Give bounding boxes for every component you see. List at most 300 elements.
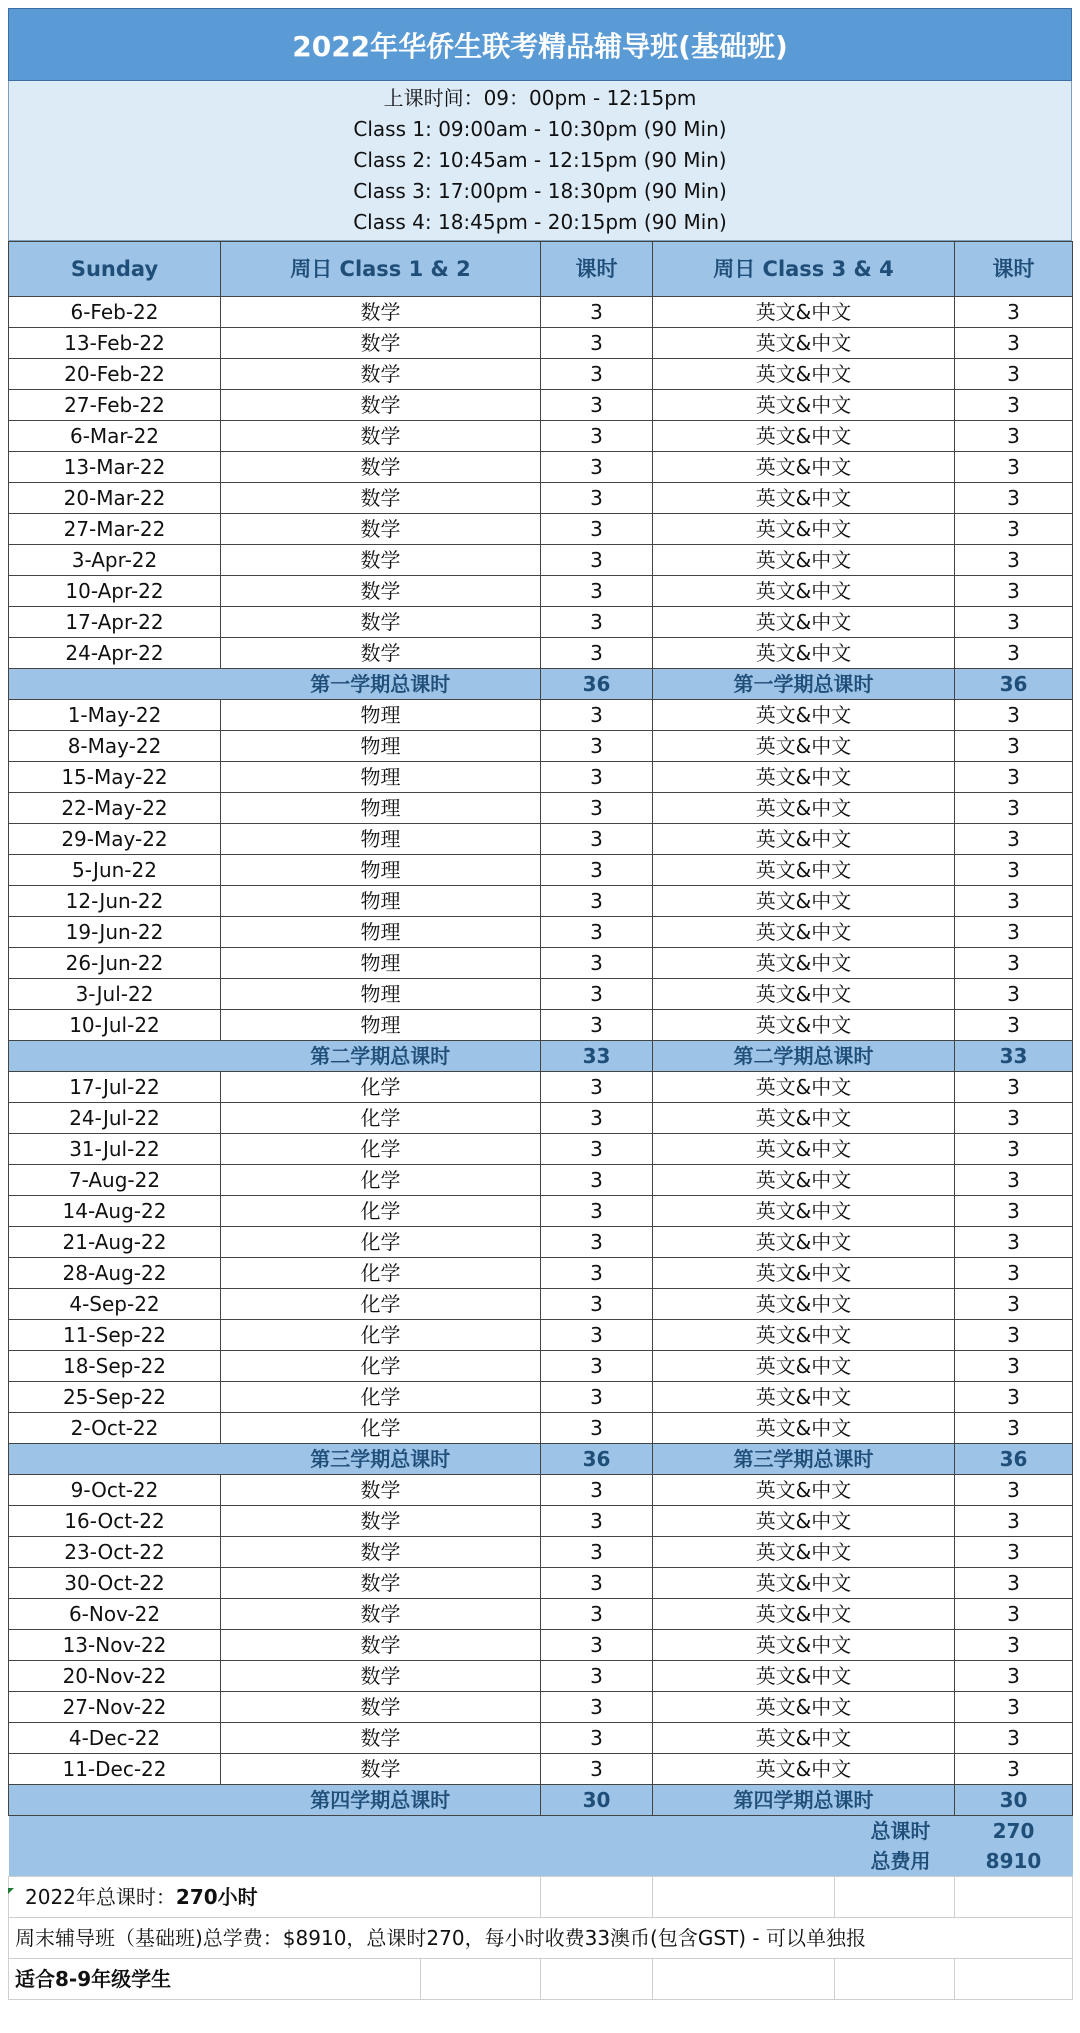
hours-3-4-cell: 3 (955, 1196, 1073, 1227)
hours-3-4-cell: 3 (955, 452, 1073, 483)
date-cell: 10-Jul-22 (9, 1010, 221, 1041)
date-cell: 13-Mar-22 (9, 452, 221, 483)
date-cell: 13-Feb-22 (9, 328, 221, 359)
subject-3-4-cell: 英文&中文 (653, 1289, 955, 1320)
hours-1-2-cell: 3 (541, 1754, 653, 1785)
table-row (9, 793, 1073, 824)
hours-3-4-cell: 3 (955, 1010, 1073, 1041)
hours-3-4-cell: 3 (955, 917, 1073, 948)
header-hours-1-2: 课时 (541, 242, 653, 297)
table-row (9, 1537, 1073, 1568)
total-hours-value: 270 (955, 1816, 1073, 1847)
term-subtotal-row (9, 669, 1073, 700)
date-cell: 29-May-22 (9, 824, 221, 855)
empty-cell (541, 1877, 653, 1918)
class-1-time: Class 1: 09:00am - 10:30pm (90 Min) (353, 117, 727, 141)
date-cell: 18-Sep-22 (9, 1351, 221, 1382)
table-row (9, 979, 1073, 1010)
subject-1-2-cell: 数学 (221, 545, 541, 576)
subject-3-4-cell: 英文&中文 (653, 1537, 955, 1568)
date-cell: 27-Mar-22 (9, 514, 221, 545)
hours-1-2-cell: 3 (541, 1568, 653, 1599)
hours-1-2-cell: 3 (541, 1506, 653, 1537)
subject-1-2-cell: 数学 (221, 576, 541, 607)
date-cell: 27-Nov-22 (9, 1692, 221, 1723)
hours-3-4-cell: 3 (955, 1537, 1073, 1568)
table-row (9, 1289, 1073, 1320)
year-hours-label: 2022年总课时： (25, 1885, 176, 1909)
hours-3-4-cell: 3 (955, 390, 1073, 421)
subject-3-4-cell: 英文&中文 (653, 1413, 955, 1444)
table-row (9, 731, 1073, 762)
hours-3-4-cell: 3 (955, 1072, 1073, 1103)
hours-1-2-cell: 3 (541, 576, 653, 607)
empty-cell (955, 1877, 1073, 1918)
table-row (9, 1010, 1073, 1041)
date-cell: 11-Dec-22 (9, 1754, 221, 1785)
date-cell: 16-Oct-22 (9, 1506, 221, 1537)
hours-3-4-cell: 3 (955, 886, 1073, 917)
hours-1-2-cell: 3 (541, 359, 653, 390)
subject-3-4-cell: 英文&中文 (653, 1227, 955, 1258)
date-cell: 24-Jul-22 (9, 1103, 221, 1134)
hours-3-4-cell: 3 (955, 1506, 1073, 1537)
hours-1-2-cell: 3 (541, 390, 653, 421)
date-cell: 27-Feb-22 (9, 390, 221, 421)
subject-3-4-cell: 英文&中文 (653, 762, 955, 793)
hours-1-2-cell: 3 (541, 1134, 653, 1165)
hours-1-2-cell: 3 (541, 1723, 653, 1754)
table-row (9, 1382, 1073, 1413)
hours-1-2-cell: 3 (541, 1413, 653, 1444)
table-row (9, 1103, 1073, 1134)
table-row (9, 762, 1073, 793)
hours-3-4-cell: 3 (955, 1382, 1073, 1413)
subtotal-hours-3-4: 36 (955, 669, 1073, 700)
subject-3-4-cell: 英文&中文 (653, 1754, 955, 1785)
hours-3-4-cell: 3 (955, 948, 1073, 979)
date-cell: 22-May-22 (9, 793, 221, 824)
subject-1-2-cell: 化学 (221, 1320, 541, 1351)
table-row (9, 359, 1073, 390)
subject-1-2-cell: 化学 (221, 1289, 541, 1320)
term-subtotal-row (9, 1444, 1073, 1475)
subtotal-label-1-2: 第四学期总课时 (221, 1785, 541, 1816)
subject-3-4-cell: 英文&中文 (653, 824, 955, 855)
table-row (9, 824, 1073, 855)
subtotal-label-3-4: 第一学期总课时 (653, 669, 955, 700)
date-cell: 3-Apr-22 (9, 545, 221, 576)
subject-3-4-cell: 英文&中文 (653, 793, 955, 824)
subtotal-label-3-4: 第二学期总课时 (653, 1041, 955, 1072)
subject-1-2-cell: 数学 (221, 390, 541, 421)
date-cell: 2-Oct-22 (9, 1413, 221, 1444)
subject-3-4-cell: 英文&中文 (653, 886, 955, 917)
subject-3-4-cell: 英文&中文 (653, 917, 955, 948)
table-row (9, 1475, 1073, 1506)
subject-1-2-cell: 化学 (221, 1351, 541, 1382)
class-3-time: Class 3: 17:00pm - 18:30pm (90 Min) (353, 179, 727, 203)
subject-1-2-cell: 物理 (221, 979, 541, 1010)
subject-3-4-cell: 英文&中文 (653, 1010, 955, 1041)
hours-1-2-cell: 3 (541, 1103, 653, 1134)
subject-1-2-cell: 数学 (221, 1754, 541, 1785)
subtotal-label-1-2: 第二学期总课时 (221, 1041, 541, 1072)
subject-1-2-cell: 物理 (221, 917, 541, 948)
hours-1-2-cell: 3 (541, 762, 653, 793)
hours-3-4-cell: 3 (955, 1413, 1073, 1444)
table-row (9, 1351, 1073, 1382)
notes-grade-row (9, 1959, 1073, 2000)
hours-1-2-cell: 3 (541, 514, 653, 545)
subject-3-4-cell: 英文&中文 (653, 576, 955, 607)
term-subtotal-row (9, 1041, 1073, 1072)
hours-3-4-cell: 3 (955, 1103, 1073, 1134)
date-cell: 20-Nov-22 (9, 1661, 221, 1692)
subtotal-hours-3-4: 30 (955, 1785, 1073, 1816)
grade-cell (9, 1959, 421, 2000)
hours-1-2-cell: 3 (541, 1661, 653, 1692)
table-row (9, 483, 1073, 514)
table-row (9, 700, 1073, 731)
hours-3-4-cell: 3 (955, 421, 1073, 452)
subject-3-4-cell: 英文&中文 (653, 1165, 955, 1196)
hours-3-4-cell: 3 (955, 545, 1073, 576)
subject-1-2-cell: 物理 (221, 793, 541, 824)
date-cell: 6-Nov-22 (9, 1599, 221, 1630)
notes-fee-row (9, 1918, 1073, 1959)
table-row (9, 948, 1073, 979)
hours-1-2-cell: 3 (541, 1630, 653, 1661)
subject-3-4-cell: 英文&中文 (653, 514, 955, 545)
subject-3-4-cell: 英文&中文 (653, 700, 955, 731)
subject-3-4-cell: 英文&中文 (653, 545, 955, 576)
hours-1-2-cell: 3 (541, 731, 653, 762)
subject-1-2-cell: 物理 (221, 731, 541, 762)
term-subtotal-row (9, 1785, 1073, 1816)
table-row (9, 1723, 1073, 1754)
subject-1-2-cell: 物理 (221, 762, 541, 793)
hours-1-2-cell: 3 (541, 452, 653, 483)
date-cell: 28-Aug-22 (9, 1258, 221, 1289)
subject-1-2-cell: 数学 (221, 328, 541, 359)
hours-3-4-cell: 3 (955, 1754, 1073, 1785)
schedule-body (9, 297, 1073, 1816)
subject-3-4-cell: 英文&中文 (653, 452, 955, 483)
hours-3-4-cell: 3 (955, 762, 1073, 793)
total-hours-row (9, 1816, 1073, 1847)
table-row (9, 421, 1073, 452)
hours-3-4-cell: 3 (955, 1227, 1073, 1258)
subtotal-label-1-2: 第三学期总课时 (221, 1444, 541, 1475)
table-row (9, 452, 1073, 483)
date-cell: 9-Oct-22 (9, 1475, 221, 1506)
hours-1-2-cell: 3 (541, 545, 653, 576)
hours-1-2-cell: 3 (541, 1537, 653, 1568)
hours-1-2-cell: 3 (541, 421, 653, 452)
hours-1-2-cell: 3 (541, 1382, 653, 1413)
hours-1-2-cell: 3 (541, 1227, 653, 1258)
date-cell: 10-Apr-22 (9, 576, 221, 607)
subject-3-4-cell: 英文&中文 (653, 1134, 955, 1165)
hours-1-2-cell: 3 (541, 1351, 653, 1382)
table-row (9, 607, 1073, 638)
subject-3-4-cell: 英文&中文 (653, 390, 955, 421)
year-hours-value: 270小时 (175, 1885, 258, 1909)
subject-1-2-cell: 数学 (221, 297, 541, 328)
subject-1-2-cell: 化学 (221, 1413, 541, 1444)
date-cell: 11-Sep-22 (9, 1320, 221, 1351)
subject-1-2-cell: 数学 (221, 638, 541, 669)
subject-1-2-cell: 数学 (221, 1537, 541, 1568)
table-row (9, 1134, 1073, 1165)
table-row (9, 576, 1073, 607)
table-row (9, 1754, 1073, 1785)
hours-3-4-cell: 3 (955, 1258, 1073, 1289)
hours-1-2-cell: 3 (541, 1289, 653, 1320)
subject-3-4-cell: 英文&中文 (653, 1382, 955, 1413)
subject-3-4-cell: 英文&中文 (653, 1630, 955, 1661)
date-cell: 6-Feb-22 (9, 297, 221, 328)
hours-3-4-cell: 3 (955, 607, 1073, 638)
subject-1-2-cell: 物理 (221, 700, 541, 731)
date-cell: 15-May-22 (9, 762, 221, 793)
class-time-summary: 上课时间：09：00pm - 12:15pm (383, 86, 697, 110)
date-cell: 20-Feb-22 (9, 359, 221, 390)
subtotal-blank-cell (9, 669, 221, 700)
date-cell: 31-Jul-22 (9, 1134, 221, 1165)
header-date: Sunday (9, 242, 221, 297)
hours-1-2-cell: 3 (541, 1599, 653, 1630)
subject-1-2-cell: 数学 (221, 1475, 541, 1506)
table-row (9, 855, 1073, 886)
subject-3-4-cell: 英文&中文 (653, 483, 955, 514)
date-cell: 23-Oct-22 (9, 1537, 221, 1568)
subject-3-4-cell: 英文&中文 (653, 359, 955, 390)
table-row (9, 1599, 1073, 1630)
spreadsheet (8, 8, 1072, 2000)
table-row (9, 1661, 1073, 1692)
hours-1-2-cell: 3 (541, 979, 653, 1010)
date-cell: 17-Jul-22 (9, 1072, 221, 1103)
subject-3-4-cell: 英文&中文 (653, 948, 955, 979)
date-cell: 14-Aug-22 (9, 1196, 221, 1227)
subject-1-2-cell: 物理 (221, 886, 541, 917)
hours-3-4-cell: 3 (955, 1320, 1073, 1351)
subject-1-2-cell: 数学 (221, 1661, 541, 1692)
date-cell: 3-Jul-22 (9, 979, 221, 1010)
subject-3-4-cell: 英文&中文 (653, 1196, 955, 1227)
date-cell: 20-Mar-22 (9, 483, 221, 514)
hours-3-4-cell: 3 (955, 824, 1073, 855)
subject-3-4-cell: 英文&中文 (653, 1475, 955, 1506)
hours-3-4-cell: 3 (955, 1599, 1073, 1630)
subject-1-2-cell: 化学 (221, 1072, 541, 1103)
subject-3-4-cell: 英文&中文 (653, 607, 955, 638)
class-times-block (8, 81, 1072, 241)
subtotal-label-3-4: 第四学期总课时 (653, 1785, 955, 1816)
hours-3-4-cell: 3 (955, 1692, 1073, 1723)
subject-1-2-cell: 数学 (221, 1692, 541, 1723)
subject-1-2-cell: 数学 (221, 1599, 541, 1630)
hours-3-4-cell: 3 (955, 359, 1073, 390)
subject-3-4-cell: 英文&中文 (653, 1661, 955, 1692)
year-hours-cell (9, 1877, 541, 1918)
subject-3-4-cell: 英文&中文 (653, 328, 955, 359)
hours-3-4-cell: 3 (955, 1661, 1073, 1692)
subject-3-4-cell: 英文&中文 (653, 1351, 955, 1382)
date-cell: 1-May-22 (9, 700, 221, 731)
subject-3-4-cell: 英文&中文 (653, 855, 955, 886)
hours-3-4-cell: 3 (955, 1289, 1073, 1320)
hours-3-4-cell: 3 (955, 1568, 1073, 1599)
table-row (9, 1692, 1073, 1723)
date-cell: 8-May-22 (9, 731, 221, 762)
subject-3-4-cell: 英文&中文 (653, 1072, 955, 1103)
subject-3-4-cell: 英文&中文 (653, 1506, 955, 1537)
subtotal-label-3-4: 第三学期总课时 (653, 1444, 955, 1475)
date-cell: 13-Nov-22 (9, 1630, 221, 1661)
subject-3-4-cell: 英文&中文 (653, 1258, 955, 1289)
table-row (9, 1568, 1073, 1599)
subject-1-2-cell: 化学 (221, 1227, 541, 1258)
class-4-time: Class 4: 18:45pm - 20:15pm (90 Min) (353, 210, 727, 234)
date-cell: 4-Dec-22 (9, 1723, 221, 1754)
hours-1-2-cell: 3 (541, 824, 653, 855)
table-row (9, 328, 1073, 359)
subject-3-4-cell: 英文&中文 (653, 638, 955, 669)
date-cell: 30-Oct-22 (9, 1568, 221, 1599)
hours-3-4-cell: 3 (955, 1723, 1073, 1754)
table-row (9, 1072, 1073, 1103)
hours-1-2-cell: 3 (541, 297, 653, 328)
hours-3-4-cell: 3 (955, 483, 1073, 514)
table-row (9, 1630, 1073, 1661)
hours-3-4-cell: 3 (955, 1630, 1073, 1661)
table-row (9, 297, 1073, 328)
empty-cell (421, 1959, 541, 2000)
date-cell: 21-Aug-22 (9, 1227, 221, 1258)
subject-1-2-cell: 数学 (221, 607, 541, 638)
subject-1-2-cell: 化学 (221, 1382, 541, 1413)
subtotal-hours-3-4: 33 (955, 1041, 1073, 1072)
subject-1-2-cell: 数学 (221, 483, 541, 514)
subject-1-2-cell: 数学 (221, 1568, 541, 1599)
cell-marker-icon (8, 1888, 14, 1894)
subtotal-hours-3-4: 36 (955, 1444, 1073, 1475)
subtotal-hours-1-2: 36 (541, 1444, 653, 1475)
hours-1-2-cell: 3 (541, 638, 653, 669)
subject-3-4-cell: 英文&中文 (653, 421, 955, 452)
hours-1-2-cell: 3 (541, 855, 653, 886)
date-cell: 17-Apr-22 (9, 607, 221, 638)
date-cell: 4-Sep-22 (9, 1289, 221, 1320)
hours-1-2-cell: 3 (541, 917, 653, 948)
fee-description: 周末辅导班（基础班)总学费：$8910，总课时270，每小时收费33澳币(包含GST) - 可以单独报 (9, 1918, 1073, 1959)
table-row (9, 1196, 1073, 1227)
hours-3-4-cell: 3 (955, 979, 1073, 1010)
hours-3-4-cell: 3 (955, 1134, 1073, 1165)
hours-1-2-cell: 3 (541, 1258, 653, 1289)
header-class-3-4: 周日 Class 3 & 4 (653, 242, 955, 297)
subtotal-blank-cell (9, 1785, 221, 1816)
empty-cell (955, 1959, 1073, 2000)
subject-1-2-cell: 数学 (221, 1630, 541, 1661)
header-row (9, 242, 1073, 297)
subject-3-4-cell: 英文&中文 (653, 1692, 955, 1723)
table-row (9, 1413, 1073, 1444)
subject-1-2-cell: 化学 (221, 1134, 541, 1165)
subject-1-2-cell: 数学 (221, 1723, 541, 1754)
notes-table (8, 1876, 1073, 2000)
table-row (9, 638, 1073, 669)
empty-cell (653, 1959, 835, 2000)
subtotal-hours-1-2: 36 (541, 669, 653, 700)
date-cell: 6-Mar-22 (9, 421, 221, 452)
empty-cell (835, 1959, 955, 2000)
table-row (9, 514, 1073, 545)
total-fee-label: 总费用 (9, 1846, 955, 1876)
empty-cell (541, 1959, 653, 2000)
hours-1-2-cell: 3 (541, 1165, 653, 1196)
subject-3-4-cell: 英文&中文 (653, 1568, 955, 1599)
date-cell: 24-Apr-22 (9, 638, 221, 669)
total-hours-label: 总课时 (9, 1816, 955, 1847)
hours-1-2-cell: 3 (541, 1196, 653, 1227)
hours-1-2-cell: 3 (541, 948, 653, 979)
table-row (9, 390, 1073, 421)
subject-1-2-cell: 数学 (221, 514, 541, 545)
header-class-1-2: 周日 Class 1 & 2 (221, 242, 541, 297)
subtotal-hours-1-2: 30 (541, 1785, 653, 1816)
table-row (9, 1506, 1073, 1537)
hours-1-2-cell: 3 (541, 1475, 653, 1506)
table-row (9, 1227, 1073, 1258)
subject-1-2-cell: 数学 (221, 359, 541, 390)
table-row (9, 1258, 1073, 1289)
schedule-table (8, 241, 1073, 1876)
subject-1-2-cell: 物理 (221, 948, 541, 979)
hours-1-2-cell: 3 (541, 607, 653, 638)
subject-3-4-cell: 英文&中文 (653, 979, 955, 1010)
hours-3-4-cell: 3 (955, 328, 1073, 359)
subject-1-2-cell: 化学 (221, 1196, 541, 1227)
hours-1-2-cell: 3 (541, 886, 653, 917)
date-cell: 25-Sep-22 (9, 1382, 221, 1413)
subject-1-2-cell: 物理 (221, 1010, 541, 1041)
subtotal-blank-cell (9, 1444, 221, 1475)
total-fee-row (9, 1846, 1073, 1876)
header-hours-3-4: 课时 (955, 242, 1073, 297)
hours-3-4-cell: 3 (955, 576, 1073, 607)
table-row (9, 917, 1073, 948)
date-cell: 26-Jun-22 (9, 948, 221, 979)
hours-1-2-cell: 3 (541, 328, 653, 359)
hours-1-2-cell: 3 (541, 1010, 653, 1041)
subject-1-2-cell: 化学 (221, 1258, 541, 1289)
hours-3-4-cell: 3 (955, 638, 1073, 669)
subject-3-4-cell: 英文&中文 (653, 297, 955, 328)
subtotal-blank-cell (9, 1041, 221, 1072)
hours-1-2-cell: 3 (541, 700, 653, 731)
hours-1-2-cell: 3 (541, 1320, 653, 1351)
date-cell: 19-Jun-22 (9, 917, 221, 948)
sheet-title: 2022年华侨生联考精品辅导班(基础班) (8, 8, 1072, 81)
hours-1-2-cell: 3 (541, 1692, 653, 1723)
subject-1-2-cell: 数学 (221, 421, 541, 452)
subject-1-2-cell: 数学 (221, 452, 541, 483)
hours-3-4-cell: 3 (955, 793, 1073, 824)
